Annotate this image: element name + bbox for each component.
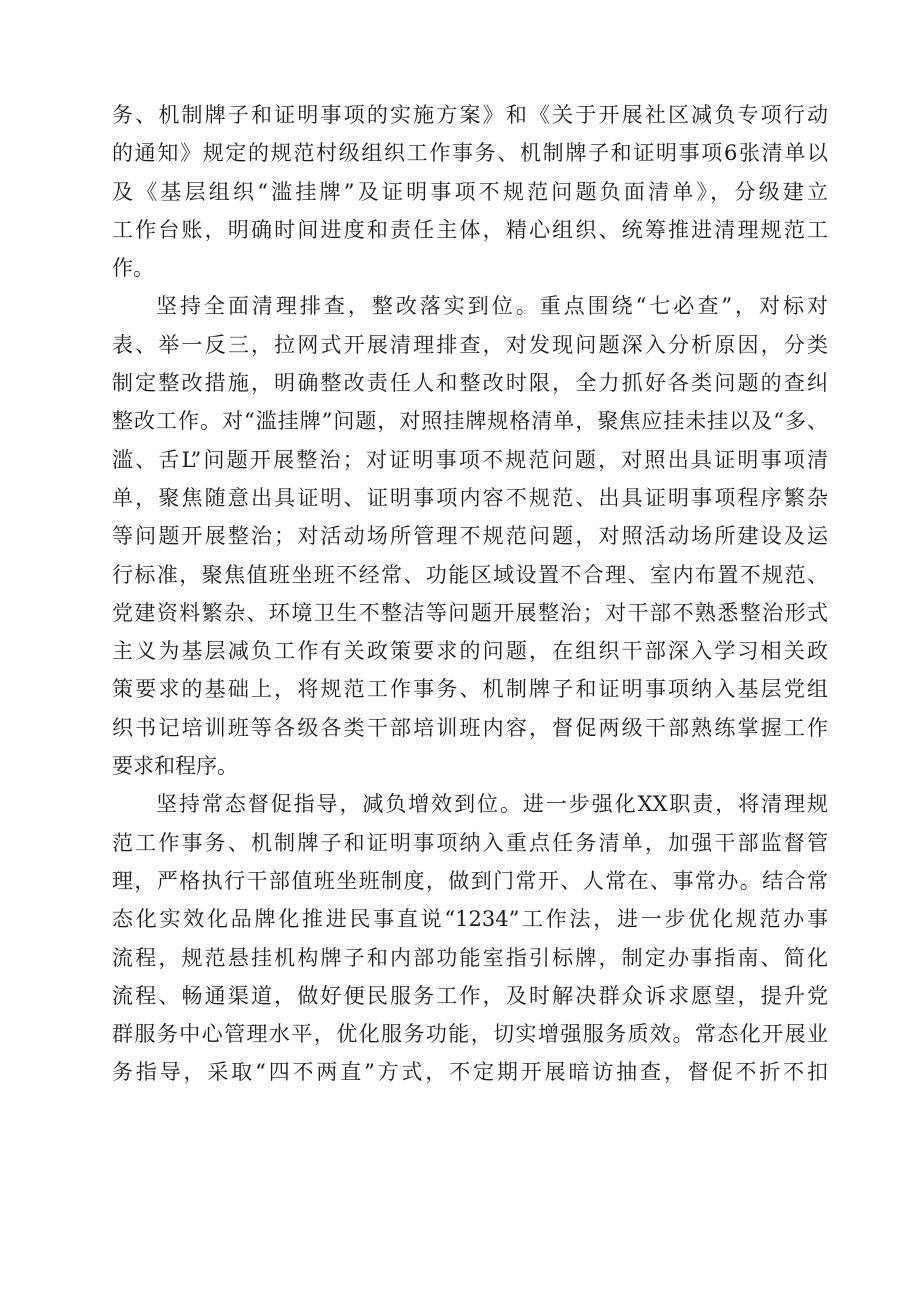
text-line: 策要求的基础上，将规范工作事务、机制牌子和证明事项纳入基层党组 (112, 677, 828, 702)
text-line: 作。 (112, 256, 154, 281)
text-line: 织书记培训班等各级各类干部培训班内容，督促两级干部熟练掌握工作 (112, 715, 828, 740)
text-line: 滥、舌L”问题开展整治；对证明事项不规范问题，对照出具证明事项清 (112, 447, 828, 472)
text-line: 务、机制牌子和证明事项的实施方案》和《关于开展社区减负专项行动 (112, 103, 828, 127)
text-line: 的通知》规定的规范村级组织工作事务、机制牌子和证明事项6张清单以 (112, 141, 828, 166)
text-line: 流程、畅通渠道，做好便民服务工作，及时解决群众诉求愿望，提升党 (112, 983, 828, 1008)
text-line: 范工作事务、机制牌子和证明事项纳入重点任务清单，加强干部监督管 (112, 830, 828, 855)
text-line: 流程，规范悬挂机构牌子和内部功能室指引标牌，制定办事指南、简化 (112, 945, 828, 970)
text-line: 务指导，采取“四不两直”方式，不定期开展暗访抽查，督促不折不扣 (112, 1060, 828, 1085)
paragraph-first-line: 坚持全面清理排查，整改落实到位。重点围绕“七必查”，对标对 (156, 294, 828, 319)
text-line: 及《基层组织“滥挂牌”及证明事项不规范问题负面清单》，分级建立 (112, 179, 828, 204)
text-line: 理，严格执行干部值班坐班制度，做到门常开、人常在、事常办。结合常 (112, 868, 828, 893)
text-line: 要求和程序。 (112, 754, 238, 779)
paragraph-first-line: 坚持常态督促指导，减负增效到位。进一步强化XX职责，将清理规 (156, 792, 828, 817)
document-page (112, 96, 828, 1092)
text-line: 整改工作。对“滥挂牌”问题，对照挂牌规格清单，聚焦应挂未挂以及“多、 (112, 409, 828, 434)
text-line: 表、举一反三，拉网式开展清理排查，对发现问题深入分析原因，分类 (112, 332, 828, 357)
text-line: 等问题开展整治；对活动场所管理不规范问题，对照活动场所建设及运 (112, 524, 828, 549)
text-line: 群服务中心管理水平，优化服务功能，切实增强服务质效。常态化开展业 (112, 1022, 828, 1047)
text-line: 主义为基层减负工作有关政策要求的问题，在组织干部深入学习相关政 (112, 639, 828, 664)
text-line: 党建资料繁杂、环境卫生不整洁等问题开展整治；对干部不熟悉整治形式 (112, 600, 828, 625)
text-line: 态化实效化品牌化推进民事直说“1234”工作法，进一步优化规范办事 (112, 907, 828, 932)
text-line: 行标准，聚焦值班坐班不经常、功能区域设置不合理、室内布置不规范、 (112, 562, 828, 587)
text-line: 制定整改措施，明确整改责任人和整改时限，全力抓好各类问题的查纠 (112, 371, 828, 396)
text-line: 工作台账，明确时间进度和责任主体，精心组织、统筹推进清理规范工 (112, 217, 828, 242)
text-line: 单，聚焦随意出具证明、证明事项内容不规范、出具证明事项程序繁杂 (112, 485, 828, 510)
